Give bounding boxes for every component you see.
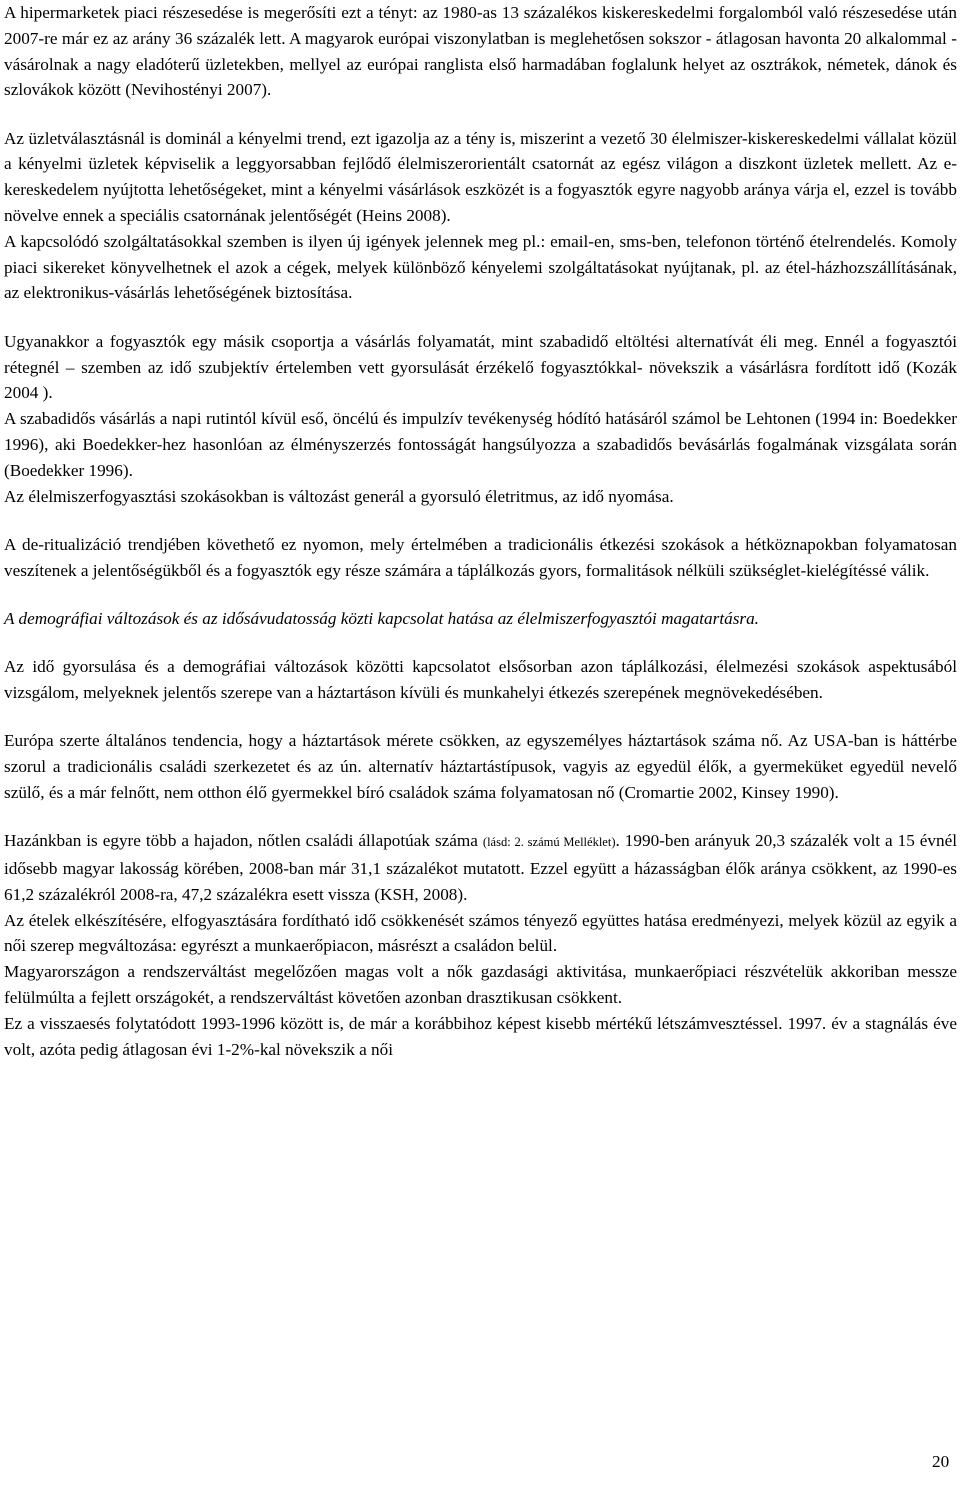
paragraph-leisure-lehtonen: A szabadidős vásárlás a napi rutintól kívül eső, öncélú és impulzív tevékenység hódító hatásáról számol be Lehtonen (1994 in: Boedekker 1996), aki Boedekker-hez hasonlóan az élményszerzés fontosságát hangsúlyozza a szabadidős bevásárlás fogalmának vizsgálata során (Boedekker 1996). — [4, 409, 957, 480]
page-number: 20 — [932, 1452, 950, 1471]
paragraph-convenience-trend: Az üzletválasztásnál is dominál a kényelmi trend, ezt igazolja az a tény is, miszerint a vezető 30 élelmiszer-kiskereskedelmi vállalat közül a kényelmi üzletek képviselik a leggyorsabban fejlődő élelmiszerorientált csatornát az egész világon a diszkont üzletek mellett. Az e-kereskedelem nyújtotta lehetőségeket, mint a kényelmi vásárlások eszközét is a fogyasztók egyre nagyobb aránya várja el, ezzel is tovább növelve ennek a speciális csatornának jelentőségét (Heins 2008). — [4, 128, 957, 226]
marital-status-stats: . 1990-ben arányuk 20,3 százalék volt a 15 évnél idősebb magyar lakosság körében, 2008-ban már 31,1 százalékot mutatott. Ezzel együtt a házasságban élők aránya csökkent, az 1990-es 61,2 százalékról 2008-ra, 47,2 százalékra esett vissza (KSH, 2008). — [4, 831, 958, 904]
paragraph-deritualization: A de-ritualizáció trendjében követhető ez nyomon, mely értelmében a tradicionális étkezési szokások a hétköznapokban folyamatosan veszítenek a jelentőségükből és a fogyasztók egy része számára a táplálkozás gyors, formalitások nélküli szükséglet-kielégítéssé válik. — [4, 534, 957, 580]
paragraph-hypermarket-share: A hipermarketek piaci részesedése is megerősíti ezt a tényt: az 1980-as 13 százalékos kiskereskedelmi forgalomból való részesedése után 2007-re már ez az arány 36 százalék lett. A magyarok európai viszonylatban is meglehetősen sokszor - átlagosan havonta 20 alkalommal - vásárolnak a nagy eladóterű üzletekben, mellyel az európai ranglista első harmadában foglalunk helyet az osztrákok, németek, dánok és szlovákok között (Nevihostényi 2007). — [4, 3, 957, 100]
appendix-reference: (lásd: 2. számú Melléklet) — [482, 835, 616, 850]
paragraph-womens-activity: Magyarországon a rendszerváltást megelőzően magas volt a nők gazdasági aktivitása, munkaerőpiaci részvételük akkoriban messze felülmúlta a fejlett országokét, a rendszerváltást követően azonban drasztikusan csökkent. — [4, 962, 957, 1007]
paragraph-marital-status — [4, 828, 957, 907]
section-heading-demographics: A demográfiai változások és az idősávudatosság közti kapcsolat hatása az élelmiszerfogyasztói magatartásra. — [4, 608, 759, 628]
paragraph-food-preparation-time: Az ételek elkészítésére, elfogyasztására fordítható idő csökkenését számos tényező együttes hatása eredményezi, melyek közül az egyik a női szerep megváltozása: egyrészt a munkaerőpiacon, másrészt a családon belül. — [4, 910, 957, 956]
paragraph-decline-continued: Ez a visszaesés folytatódott 1993-1996 között is, de már a korábbihoz képest kisebb mértékű létszámvesztéssel. 1997. év a stagnálás éve volt, azóta pedig átlagosan évi 1-2%-kal növekszik a női — [4, 1013, 957, 1059]
paragraph-life-rhythm: Az élelmiszerfogyasztási szokásokban is változást generál a gyorsuló életritmus, az idő nyomása. — [4, 486, 674, 506]
paragraph-time-acceleration: Az idő gyorsulása és a demográfiai változások közötti kapcsolatot elsősorban azon táplálkozási, élelmezési szokások aspektusából vizsgálom, melyeknek jelentős szerepe van a háztartáson kívüli és munkahelyi étkezés szerepének megnövekedésében. — [4, 657, 957, 703]
document-page — [4, 0, 957, 1062]
paragraph-household-size: Európa szerte általános tendencia, hogy a háztartások mérete csökken, az egyszemélyes háztartások száma nő. Az USA-ban is háttérbe szorul a tradicionális családi szerkezetet és az ún. alternatív háztartástípusok, vagyis az egyedül élők, a gyermeküket egyedül nevelő szülő, és a már felnőtt, nem otthon élő gyermekkel bíró családok száma folyamatosan nő (Cromartie 2002, Kinsey 1990). — [4, 731, 957, 802]
marital-status-text: Hazánkban is egyre több a hajadon, nőtlen családi állapotúak száma — [4, 831, 478, 851]
paragraph-leisure-shopping: Ugyanakkor a fogyasztók egy másik csoportja a vásárlás folyamatát, mint szabadidő eltöltési alternatívát éli meg. Ennél a fogyasztói rétegnél – szemben az idő szubjektív értelemben vett gyorsulását érzékelő fogyasztókkal- növekszik a vásárlásra fordított idő (Kozák 2004 ). — [4, 331, 957, 403]
paragraph-related-services: A kapcsolódó szolgáltatásokkal szemben is ilyen új igények jelennek meg pl.: email-en, sms-ben, telefonon történő ételrendelés. Komoly piaci sikereket könyvelhetnek el azok a cégek, melyek különböző kényelemi szolgáltatásokat nyújtanak, pl. az étel-házhozszállításának, az elektronikus-vásárlás lehetőségének biztosítása. — [4, 231, 957, 303]
